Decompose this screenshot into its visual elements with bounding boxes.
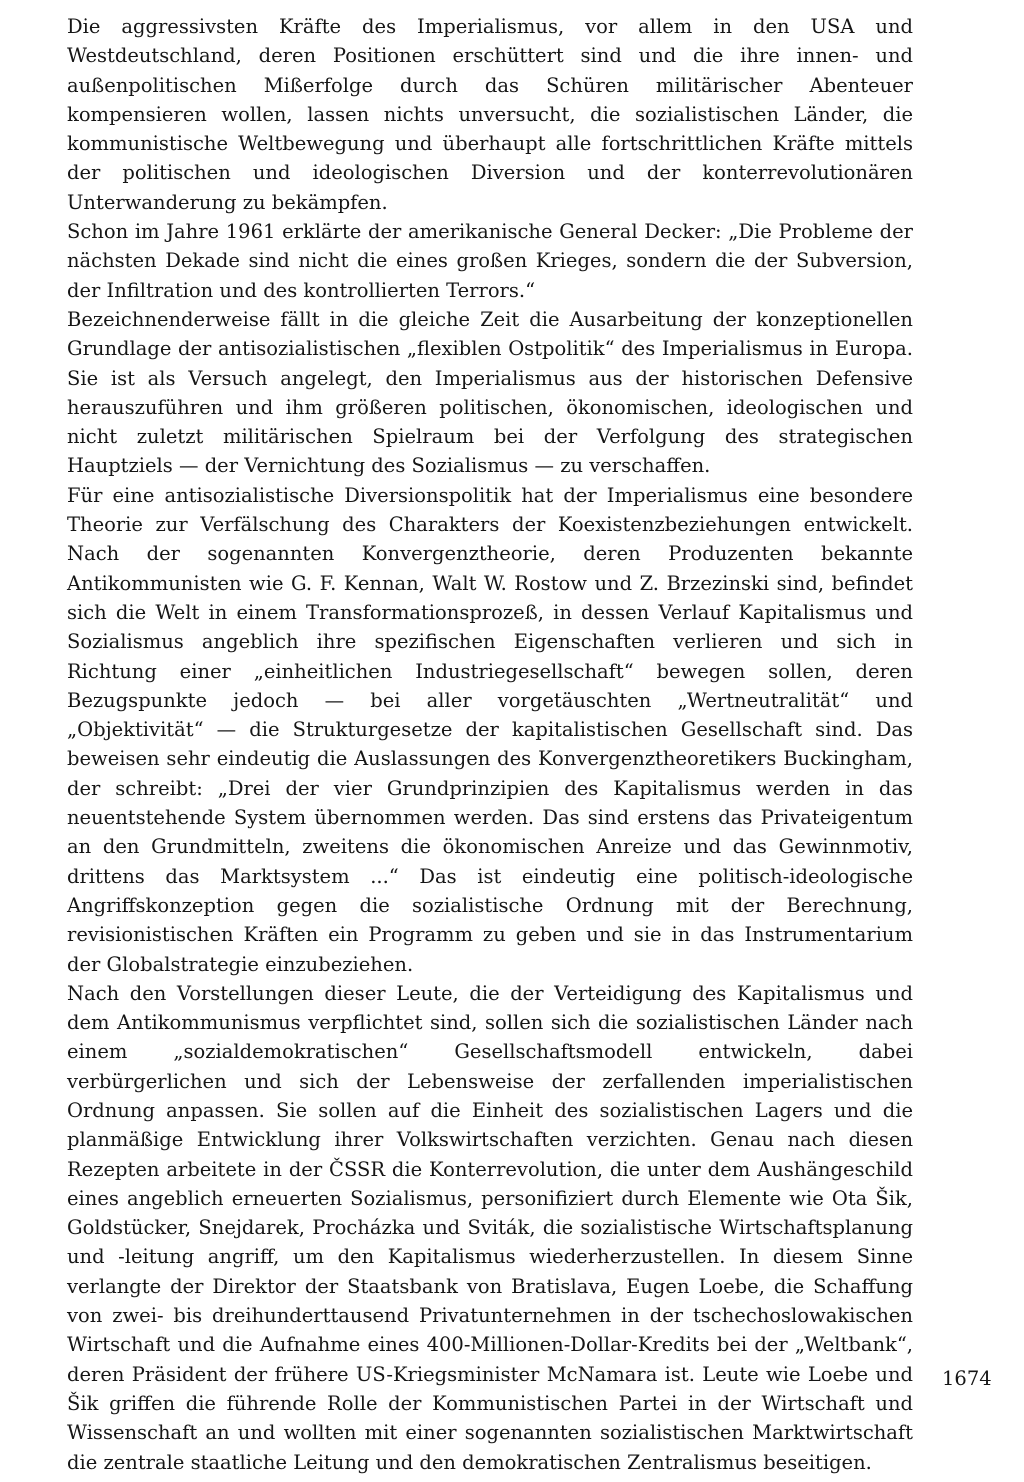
paragraph-5: Nach den Vorstellungen dieser Leute, die der Verteidigung des Kapitalismus und dem Antikommunismus verpflichtet sind, sollen sich die sozialistischen Länder nach einem „sozialdemokratischen“ Gesellschaftsmodell entwickeln, dabei verbürgerlichen und sich der Lebensweise der zerfallenden imperialistischen Ordnung anpassen. Sie sollen auf die Einheit des sozialistischen Lagers und die planmäßige Entwicklung ihrer Volkswirtschaften verzichten. Genau nach diesen Rezepten arbeitete in der ČSSR die Konterrevolution, die unter dem Aushängeschild eines angeblich erneuerten Sozialismus, personifiziert durch Elemente wie Ota Šik, Goldstücker, Snejdarek, Procházka und Sviták, die sozialistische Wirtschaftsplanung und -leitung angriff, um den Kapitalismus wiederherzustellen. In diesem Sinne verlangte der Direktor der Staatsbank von Bratislava, Eugen Loebe, die Schaffung von zwei- bis dreihunderttausend Privatunternehmen in der tschechoslowakischen Wirtschaft und die Aufnahme eines 400-Millionen-Dollar-Kredits bei der „Weltbank“, deren Präsident der frühere US-Kriegsminister McNamara ist. Leute wie Loebe und Šik griffen die führende Rolle der Kommunistischen Partei in der Wirtschaft und Wissenschaft an und wollten mit einer sogenannten sozialistischen Marktwirtschaft die zentrale staatliche Leitung und den demokratischen Zentralismus beseitigen. [67,981,913,1474]
paragraph-4: Für eine antisozialistische Diversionspolitik hat der Imperialismus eine besondere Theorie zur Verfälschung des Charakters der Koexistenzbeziehungen entwickelt. Nach der sogenannten Konvergenztheorie, deren Produzenten bekannte Antikommunisten wie G. F. Kennan, Walt W. Rostow und Z. Brzezinski sind, befindet sich die Welt in einem Transformationsprozeß, in dessen Verlauf Kapitalismus und Sozialismus angeblich ihre spezifischen Eigenschaften verlieren und sich in Richtung einer „einheitlichen Industriegesellschaft“ bewegen sollen, deren Bezugspunkte jedoch — bei aller vorgetäuschten „Wertneutralität“ und „Objektivität“ — die Strukturgesetze der kapitalistischen Gesellschaft sind. Das beweisen sehr eindeutig die Auslassungen des Konvergenztheoretikers Buckingham, der schreibt: „Drei der vier Grundprinzipien des Kapitalismus werden in das neuentstehende System übernommen werden. Das sind erstens das Privateigentum an den Grundmitteln, zweitens die ökonomischen Anreize und das Gewinnmotiv, drittens das Marktsystem ...“ Das ist eindeutig eine politisch-ideologische Angriffskonzeption gegen die sozialistische Ordnung mit der Berechnung, revisionistischen Kräften ein Programm zu geben und sie in das Instrumentarium der Globalstrategie einzubeziehen. [67,483,913,976]
page-number: 1674 [942,1367,992,1390]
paragraph-1: Die aggressivsten Kräfte des Imperialismus, vor allem in den USA und Westdeutschland, deren Positionen erschüttert sind und die ihre innen- und außenpolitischen Mißerfolge durch das Schüren militärischer Abenteuer kompensieren wollen, lassen nichts unversucht, die sozialistischen Länder, die kommunistische Weltbewegung und überhaupt alle fortschrittlichen Kräfte mittels der politischen und ideologischen Diversion und der konterrevolutionären Unterwanderung zu bekämpfen. [67,15,913,214]
paragraph-3: Bezeichnenderweise fällt in die gleiche Zeit die Ausarbeitung der konzeptionellen Grundlage der antisozialistischen „flexiblen Ostpolitik“ des Imperialismus in Europa. Sie ist als Versuch angelegt, den Imperialismus aus der historischen Defensive herauszuführen und ihm größeren politischen, ökonomischen, ideologischen und nicht zuletzt militärischen Spielraum bei der Verfolgung des strategischen Hauptziels — der Vernichtung des Sozialismus — zu verschaffen. [67,307,913,478]
paragraph-2: Schon im Jahre 1961 erklärte der amerikanische General Decker: „Die Probleme der nächsten Dekade sind nicht die eines großen Krieges, sondern die der Subversion, der Infiltration und des kontrollierten Terrors.“ [67,220,913,302]
body-text [67,12,913,1477]
